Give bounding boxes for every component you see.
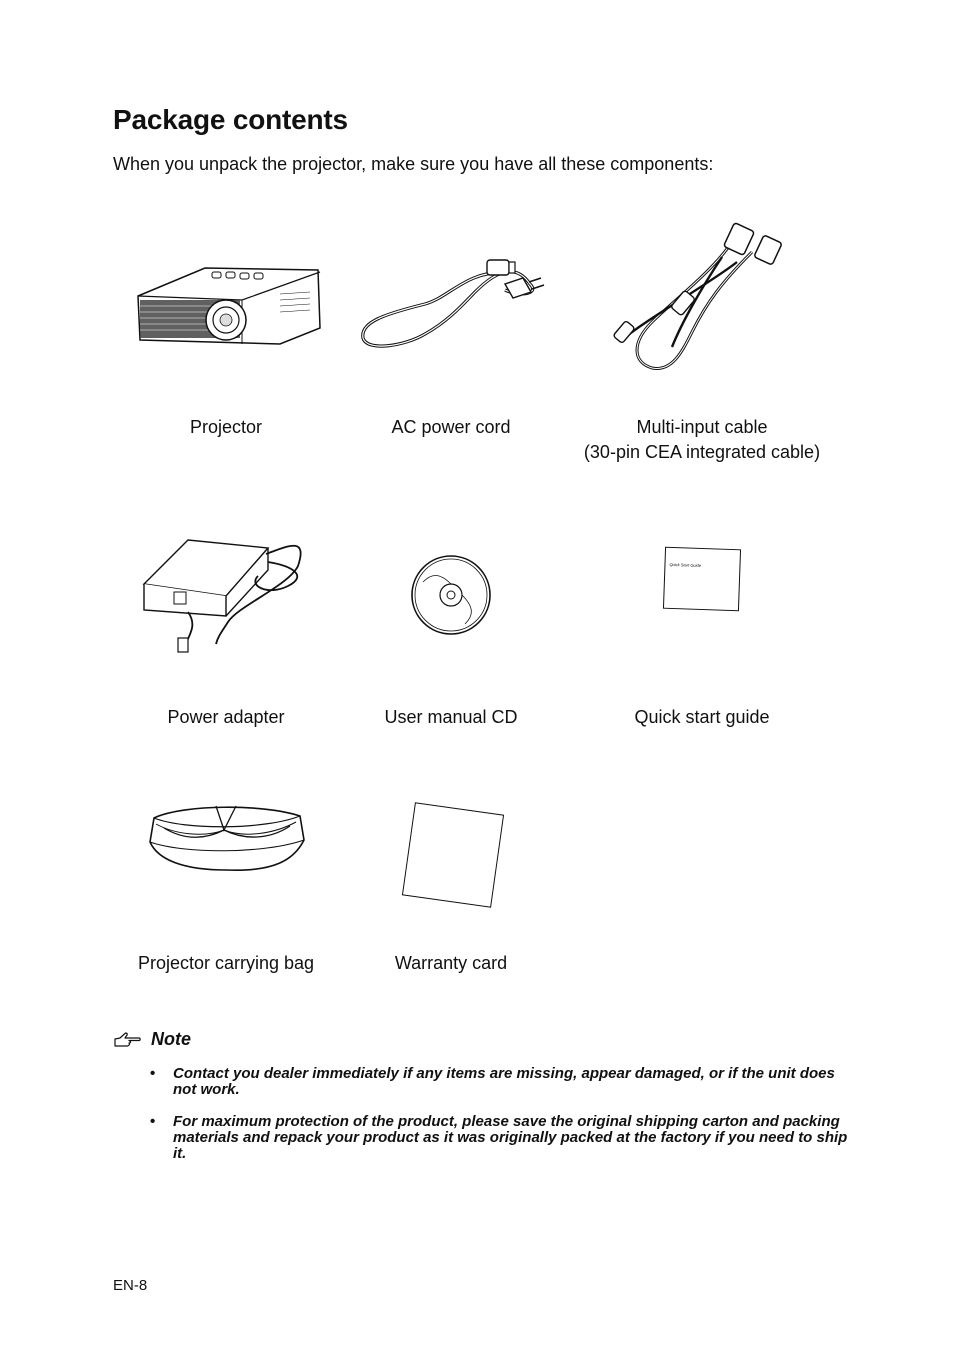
item-label-warranty: Warranty card [394,953,508,973]
intro-text: When you unpack the projector, make sure you have all these components: [113,154,714,174]
cd-illustration [409,554,493,636]
projector-illustration [130,258,325,348]
warranty-card-illustration [402,802,504,908]
item-label-cd: User manual CD [384,707,518,727]
carrying-bag-illustration [144,800,308,876]
bullet-glyph: • [150,1113,156,1130]
note-header [113,1029,191,1050]
quick-guide-cover-text: Quick Start Guide [669,561,702,568]
power-adapter-illustration [138,526,313,654]
note-bullet-text: Contact you dealer immediately if any items are missing, appear damaged, or if the unit does not work. [173,1065,835,1098]
note-bullet [150,1114,850,1162]
page-title: Package contents [113,104,348,135]
multi-cable-label-line2: (30-pin CEA integrated cable) [583,442,821,462]
note-bullet [150,1066,850,1098]
note-bullet-text: For maximum protection of the product, please save the original shipping carton and packing materials and repack your product as it was originally packed at the factory if you need to ship it. [173,1113,848,1162]
item-label-projector: Projector [189,417,263,437]
item-label-bag: Projector carrying bag [137,953,315,973]
power-cord-illustration [355,242,555,354]
item-label-multi-cable [584,415,820,465]
quick-start-guide-illustration [663,547,741,612]
page-number: EN-8 [113,1277,148,1294]
note-bullets [150,1066,850,1178]
multi-input-cable-illustration [612,222,792,374]
pointing-hand-icon [113,1032,141,1048]
bullet-glyph: • [150,1065,156,1082]
note-title: Note [151,1029,191,1049]
multi-cable-label-line1: Multi-input cable [636,417,768,437]
item-label-power-cord: AC power cord [391,417,511,437]
item-label-quick-guide: Quick start guide [634,707,770,727]
item-label-power-adapter: Power adapter [167,707,285,727]
